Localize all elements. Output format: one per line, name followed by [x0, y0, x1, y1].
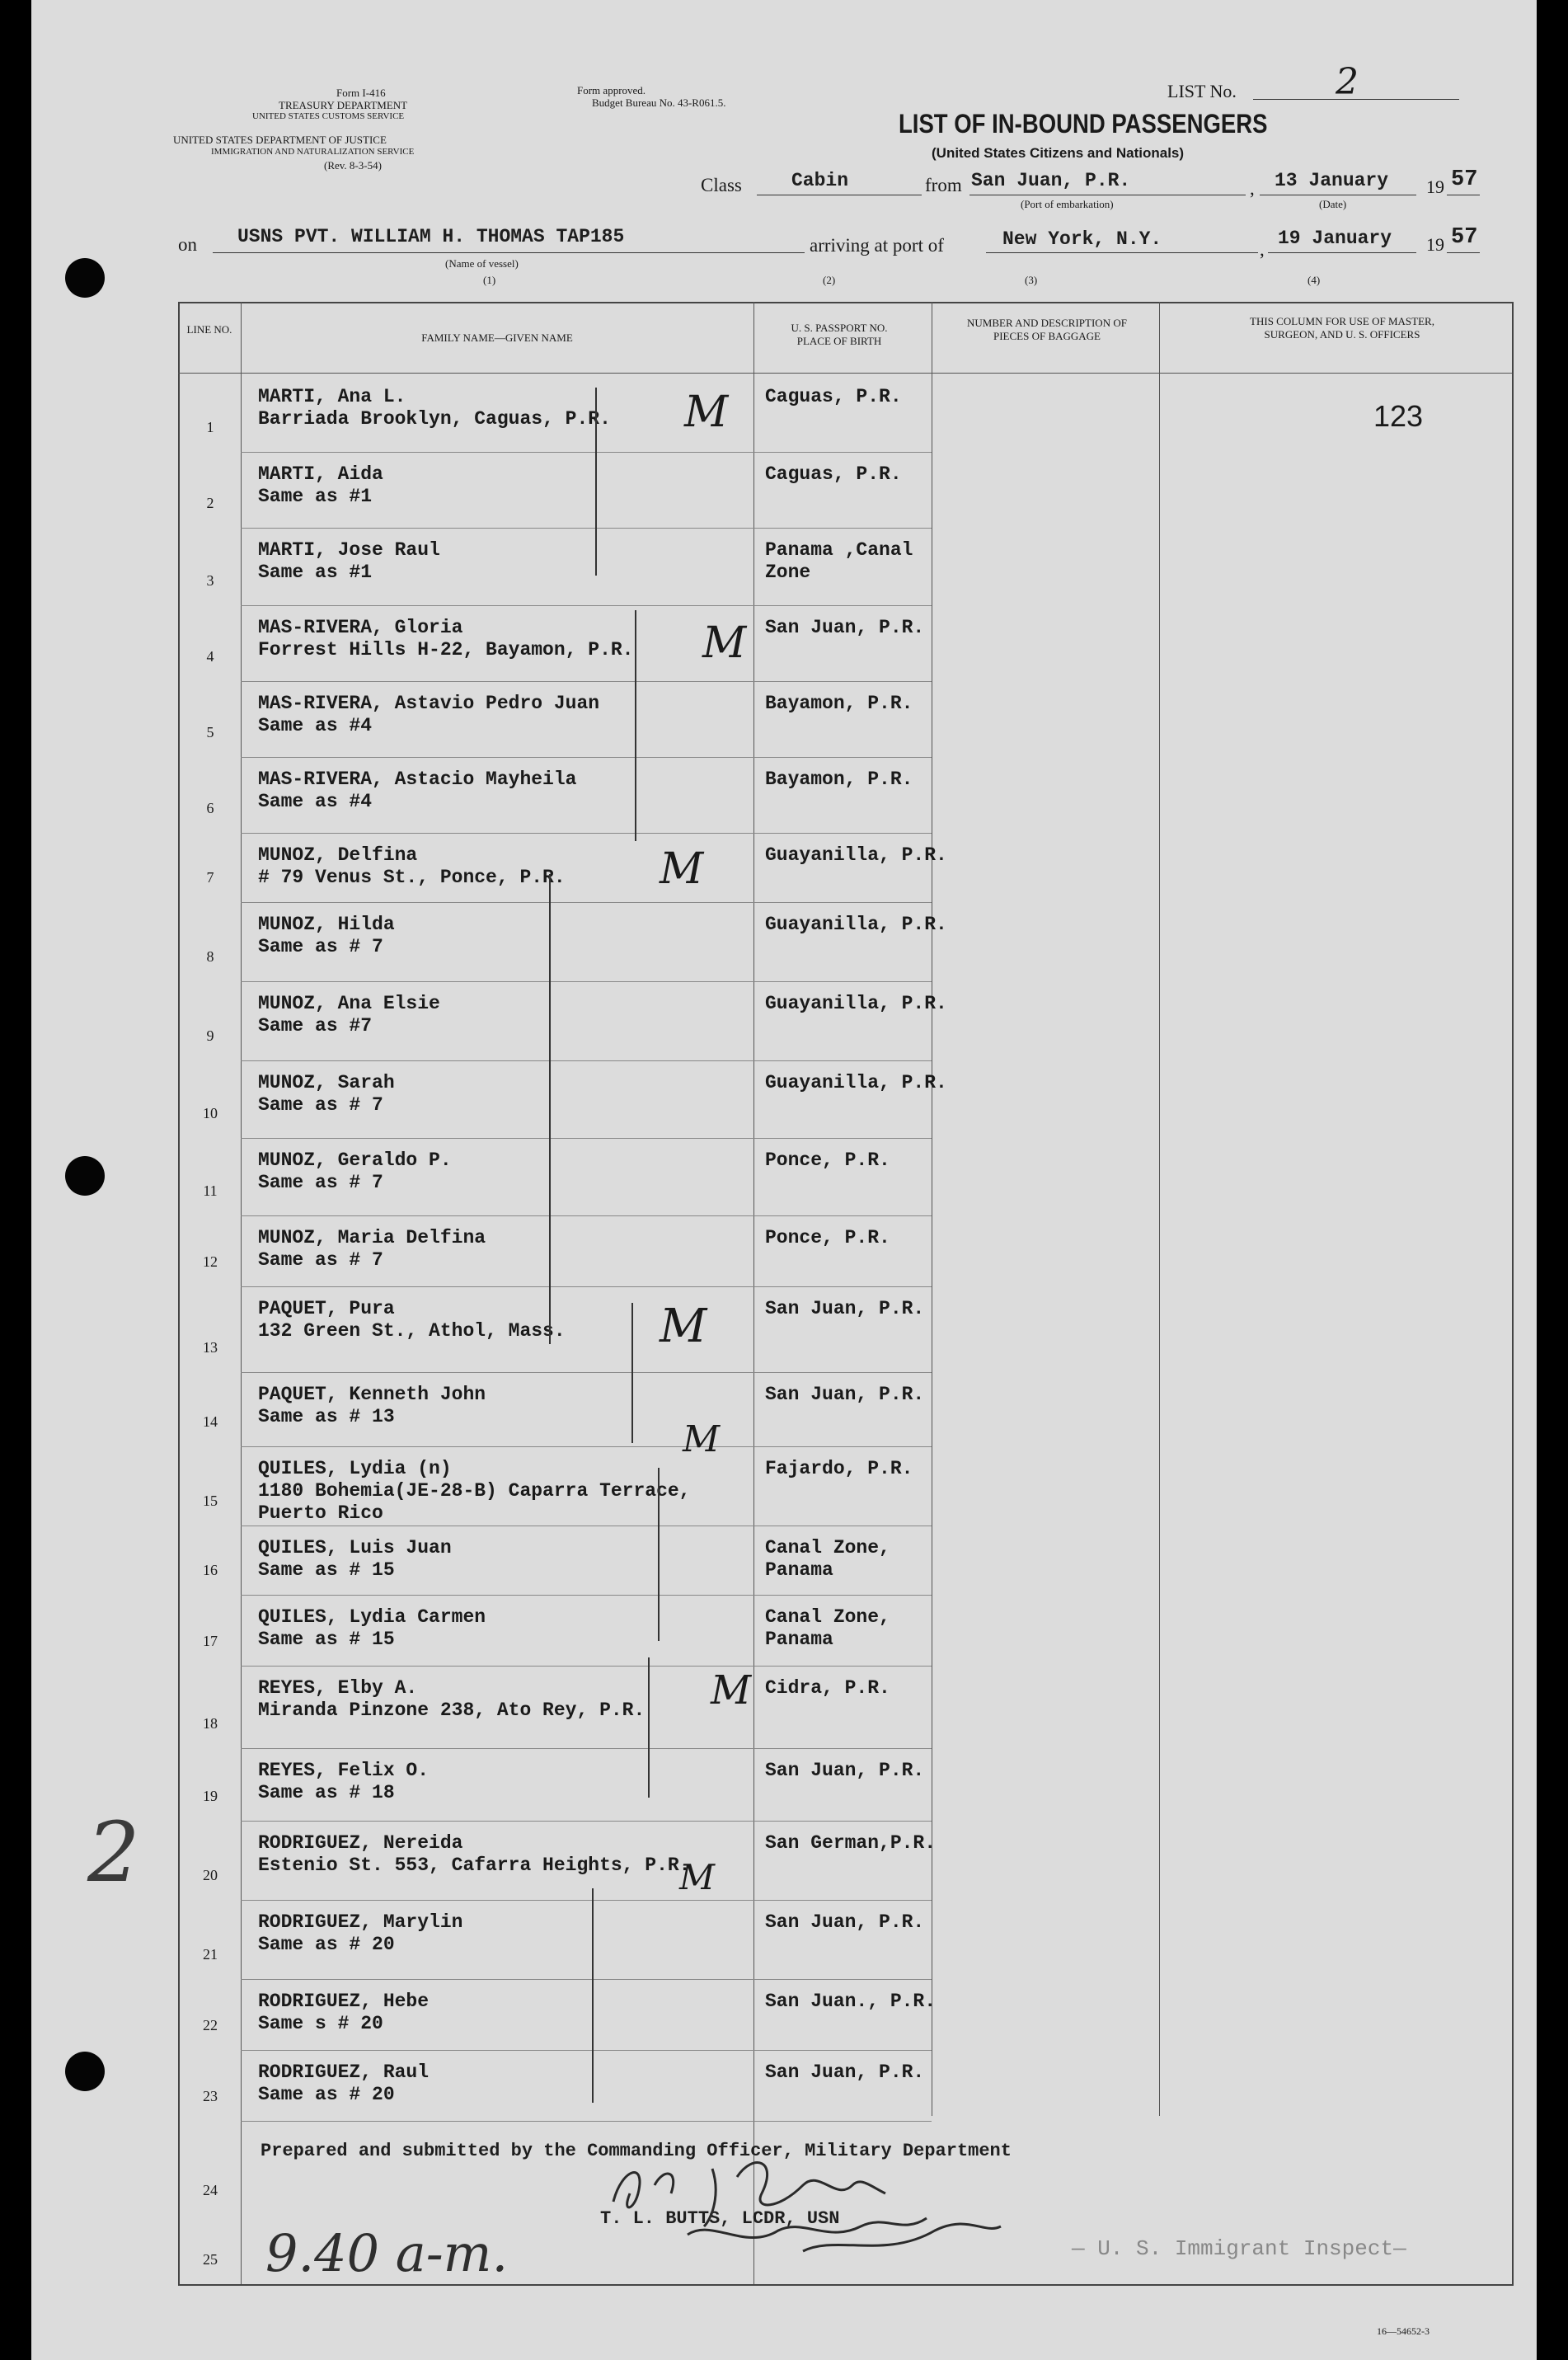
place-of-birth: Canal Zone, — [765, 1606, 890, 1628]
passenger-table — [178, 302, 1514, 2286]
arriving-label: arriving at port of — [810, 235, 944, 256]
passenger-name: MUNOZ, Maria Delfina — [258, 1227, 486, 1248]
arrival-date: 19 January — [1278, 228, 1392, 249]
line-number: 15 — [203, 1493, 218, 1509]
year-prefix: 19 — [1426, 234, 1444, 255]
embark-date: 13 January — [1275, 170, 1389, 191]
line-number: 10 — [203, 1105, 218, 1121]
passenger-address: 1180 Bohemia(JE-28-B) Caparra Terrace, — [258, 1480, 691, 1502]
passenger-name: PAQUET, Pura — [258, 1298, 395, 1319]
line-number: 5 — [206, 724, 214, 740]
header-line-no: LINE NO. — [186, 323, 232, 336]
from-label: from — [925, 175, 962, 195]
line-number: 16 — [203, 1562, 218, 1578]
passenger-name: MARTI, Aida — [258, 463, 383, 485]
line-number: 13 — [203, 1339, 218, 1356]
passenger-address: # 79 Venus St., Ponce, P.R. — [258, 867, 566, 888]
place-of-birth: Caguas, P.R. — [765, 463, 902, 485]
line-number: 21 — [203, 1946, 218, 1963]
line-number: 14 — [203, 1413, 218, 1430]
passenger-name: MUNOZ, Sarah — [258, 1072, 395, 1093]
place-of-birth: Canal Zone, — [765, 1537, 890, 1558]
embark-year: 57 — [1451, 167, 1478, 192]
passenger-name: MUNOZ, Ana Elsie — [258, 993, 440, 1014]
passenger-address: Estenio St. 553, Cafarra Heights, P.R. — [258, 1855, 691, 1876]
passenger-address: Same as # 18 — [258, 1782, 395, 1803]
passenger-name: RODRIGUEZ, Marylin — [258, 1911, 463, 1933]
line-number: 6 — [206, 800, 214, 816]
family-mark: M — [702, 618, 747, 668]
passenger-address: Same as #1 — [258, 486, 373, 507]
passenger-address: Same as # 20 — [258, 1934, 395, 1955]
passenger-address: Same as #1 — [258, 562, 373, 583]
header-officers: THIS COLUMN FOR USE OF MASTER, SURGEON, AND U. S. OFFICERS — [1250, 315, 1434, 341]
class-label: Class — [701, 175, 742, 195]
passenger-address: 132 Green St., Athol, Mass. — [258, 1320, 566, 1342]
passenger-name: MARTI, Ana L. — [258, 386, 406, 407]
punch-hole — [65, 1156, 105, 1196]
embark-port: San Juan, P.R. — [971, 170, 1131, 191]
family-mark: M — [711, 1667, 752, 1714]
passenger-name: QUILES, Lydia (n) — [258, 1458, 452, 1479]
passenger-name: REYES, Elby A. — [258, 1677, 418, 1699]
signature-image — [589, 2136, 1083, 2276]
passenger-name: MUNOZ, Delfina — [258, 844, 418, 866]
line-number: 2 — [206, 495, 214, 511]
line-number: 22 — [203, 2017, 218, 2033]
place-of-birth: Bayamon, P.R. — [765, 769, 913, 790]
place-of-birth: San Juan, P.R. — [765, 1911, 925, 1933]
on-label: on — [178, 234, 197, 255]
line-number: 8 — [206, 948, 214, 965]
place-of-birth: Caguas, P.R. — [765, 386, 902, 407]
place-of-birth: Ponce, P.R. — [765, 1227, 890, 1248]
margin-mark: 2 — [87, 1804, 140, 1901]
line-number: 19 — [203, 1788, 218, 1804]
line-number: 20 — [203, 1867, 218, 1883]
customs-service: UNITED STATES CUSTOMS SERVICE — [252, 111, 405, 121]
passenger-address: Same as # 15 — [258, 1559, 395, 1581]
line-number: 4 — [206, 648, 214, 665]
header-baggage: NUMBER AND DESCRIPTION OF PIECES OF BAGGAGE — [967, 317, 1127, 343]
place-of-birth: Bayamon, P.R. — [765, 693, 913, 714]
list-label: LIST No. — [1167, 81, 1237, 101]
place-of-birth-line2: Zone — [765, 562, 811, 583]
list-number: 2 — [1336, 61, 1359, 103]
officer-note: 123 — [1373, 399, 1424, 433]
passenger-address: Same s # 20 — [258, 2013, 383, 2034]
page-title: LIST OF IN-BOUND PASSENGERS — [899, 109, 1268, 139]
passenger-name: PAQUET, Kenneth John — [258, 1384, 486, 1405]
col-marker: (1) — [483, 274, 496, 286]
line-number: 3 — [206, 572, 214, 589]
signer-name: T. L. BUTTS, LCDR, USN — [600, 2208, 840, 2229]
place-of-birth: Panama ,Canal — [765, 539, 913, 561]
line-number: 12 — [203, 1253, 218, 1270]
passenger-name: MAS-RIVERA, Gloria — [258, 617, 463, 638]
place-of-birth: San German,P.R. — [765, 1832, 937, 1854]
passenger-address: Same as # 13 — [258, 1406, 395, 1427]
dept-justice: UNITED STATES DEPARTMENT OF JUSTICE — [173, 134, 387, 146]
passenger-name: MUNOZ, Hilda — [258, 914, 395, 935]
dept-treasury: TREASURY DEPARTMENT — [279, 99, 408, 111]
place-of-birth: San Juan., P.R. — [765, 1991, 937, 2012]
budget-bureau: Budget Bureau No. 43-R061.5. — [592, 96, 726, 109]
line-number: 7 — [206, 869, 214, 886]
passenger-address: Forrest Hills H-22, Bayamon, P.R. — [258, 639, 634, 661]
year-prefix: 19 — [1426, 176, 1444, 197]
passenger-name: MUNOZ, Geraldo P. — [258, 1149, 452, 1171]
family-mark: M — [660, 844, 704, 894]
vessel-name: USNS PVT. WILLIAM H. THOMAS TAP185 — [237, 226, 625, 247]
passenger-name: QUILES, Lydia Carmen — [258, 1606, 486, 1628]
passenger-address: Same as #4 — [258, 791, 373, 812]
place-of-birth: Guayanilla, P.R. — [765, 844, 947, 866]
passenger-address: Same as # 7 — [258, 936, 383, 957]
passenger-name: MARTI, Jose Raul — [258, 539, 440, 561]
line-number: 24 — [203, 2182, 218, 2198]
place-of-birth: San Juan, P.R. — [765, 1298, 925, 1319]
line-number: 25 — [203, 2251, 218, 2268]
place-of-birth: Guayanilla, P.R. — [765, 993, 947, 1014]
class-value: Cabin — [791, 170, 849, 191]
arrival-port: New York, N.Y. — [1002, 228, 1162, 250]
punch-hole — [65, 258, 105, 298]
line-number: 11 — [203, 1182, 218, 1199]
family-mark: M — [683, 1418, 721, 1460]
place-of-birth-line2: Panama — [765, 1559, 833, 1581]
col-marker: (2) — [823, 274, 836, 286]
handwritten-time: 9.40 a-m. — [265, 2223, 509, 2283]
place-of-birth: San Juan, P.R. — [765, 1760, 925, 1781]
inspector-stamp: — U. S. Immigrant Inspect— — [1072, 2236, 1406, 2261]
header-passport: U. S. PASSPORT NO. PLACE OF BIRTH — [791, 322, 888, 348]
col-marker: (4) — [1307, 274, 1321, 286]
passenger-address: Miranda Pinzone 238, Ato Rey, P.R. — [258, 1699, 646, 1721]
passenger-address-line2: Puerto Rico — [258, 1502, 383, 1524]
form-code: 16—54652-3 — [1377, 2325, 1430, 2337]
passenger-name: REYES, Felix O. — [258, 1760, 430, 1781]
place-of-birth: San Juan, P.R. — [765, 1384, 925, 1405]
line-number: 18 — [203, 1715, 218, 1732]
place-of-birth: Cidra, P.R. — [765, 1677, 890, 1699]
passenger-name: MAS-RIVERA, Astavio Pedro Juan — [258, 693, 600, 714]
passenger-name: MAS-RIVERA, Astacio Mayheila — [258, 769, 577, 790]
passenger-address: Same as # 15 — [258, 1629, 395, 1650]
place-of-birth: Fajardo, P.R. — [765, 1458, 913, 1479]
manifest-page: Form I-416 TREASURY DEPARTMENT UNITED STATES CUSTOMS SERVICE Form approved. Budget Bureau No. 43-R061.5. UNITED STATES DEPARTMENT OF JUSTICE IMMIGRATION AND NATURALIZATION SERVICE (Rev. 8-3-54) LIST No. 2 LIST OF IN-BOUND PASSENGERS (United States Citizens and Nationals) Class Cabin from San Juan, P.R. , 13 January 19 57 (Port of embarkation) (Date) on USNS PVT. WILLIAM H. THOMAS TAP185 arriving at port of New York, N.Y. , 19 January 19 57 (Name of vessel) (1) (2) (3) (4) LINE NO. FAMILY NAME—GIVEN NAME U. S. PASSPORT NO. PLACE OF BIRTH NUMBER AND DESCRIPTION OF PIECES OF BAGGAGE THIS COLUMN FOR USE OF MASTER, SURGEON, AND U. S. OFFICERS 123 1 MARTI, Ana L. Barriada Brooklyn, Caguas, P.R. Caguas, P.R. 2 MARTI, Aida Same as #1 Caguas, P.R. 3 MARTI, Jose Raul Same as #1 Panama ,Canal Zone 4 MAS-RIVERA, Gloria Forrest Hills H-22, Bayamon, P.R. San Juan, P.R. 5 MAS-RIVERA, Astavio Pedro Juan Same as #4 Bayamon, P.R. 6 MAS-RIVERA, Astacio Mayheila Same as #4 Bayamon, P.R. 7 MUNOZ, Delfina # 79 Venus St., Ponce, P.R. Guayanilla, P.R. 8 MUNOZ, Hilda Same as # 7 Guayanilla, P.R. 9 MUNOZ, Ana Elsie Same as #7 Guayanilla, P.R. 10 MUNOZ, Sarah Same as # 7 Guayanilla, P.R. 11 MUNOZ, Geraldo P. Same as # 7 Ponce, P.R. 12 MUNOZ, Maria Delfina Same as # 7 Ponce, P.R. 13 PAQUET, Pura 132 Green St., Athol, Mass. San Juan, P.R. 14 PAQUET, Kenneth John Same as # 13 San Juan, P.R. 15 QUILES, Lydia (n) 1180 Bohemia(JE-28-B) Caparra Terrace, Puerto Rico Fajardo, P.R. 16 QUILES, Luis Juan Same as # 15 Canal Zone, Panama 17 QUILES, Lydia Carmen Same as # 15 Canal Zone, Panama 18 REYES, Elby A. Miranda Pinzone 238, Ato Rey, P.R. Cidra, P.R. 19 REYES, Felix O. Same as # 18 San Juan, P.R. 20 RODRIGUEZ, Nereida Estenio St. 553, Cafarra Heights, P.R. San German,P.R. 21 RODRIGUEZ, Marylin Same as # 20 San Juan, P.R. 22 RODRIGUEZ, Hebe Same s # 20 San Juan., P.R. 23 RODRIGUEZ, Raul Same as # 20 San Juan, P.R. M M M M M M M 2 24 25 Prepared and submitted by the Commanding Officer, Military Department T. L. BUTTS, LCDR, USN 9.40 a-m. — U. S. Immigrant Inspect— 16—54652-3 — [31, 0, 1537, 2360]
form-approved: Form approved. — [577, 84, 646, 96]
line-number: 9 — [206, 1027, 214, 1044]
passenger-name: RODRIGUEZ, Raul — [258, 2061, 430, 2083]
passenger-address: Same as #7 — [258, 1015, 373, 1037]
arrival-year: 57 — [1451, 225, 1478, 250]
port-caption: (Port of embarkation) — [1021, 198, 1114, 210]
place-of-birth: San Juan, P.R. — [765, 2061, 925, 2083]
family-mark: M — [660, 1300, 707, 1353]
punch-hole — [65, 2052, 105, 2091]
ins-service: IMMIGRATION AND NATURALIZATION SERVICE — [211, 147, 415, 157]
passenger-address: Same as #4 — [258, 715, 373, 736]
passenger-name: QUILES, Luis Juan — [258, 1537, 452, 1558]
place-of-birth: Guayanilla, P.R. — [765, 914, 947, 935]
place-of-birth: Guayanilla, P.R. — [765, 1072, 947, 1093]
line-number: 1 — [206, 419, 214, 435]
passenger-name: RODRIGUEZ, Nereida — [258, 1832, 463, 1854]
form-id: Form I-416 — [336, 87, 386, 99]
place-of-birth: San Juan, P.R. — [765, 617, 925, 638]
prepared-statement: Prepared and submitted by the Commanding Officer, Military Department — [261, 2141, 1012, 2161]
date-caption: (Date) — [1319, 198, 1347, 210]
line-number: 23 — [203, 2088, 218, 2104]
family-mark: M — [679, 1857, 716, 1897]
line-number: 17 — [203, 1633, 218, 1649]
passenger-address: Same as # 7 — [258, 1249, 383, 1271]
place-of-birth: Ponce, P.R. — [765, 1149, 890, 1171]
place-of-birth-line2: Panama — [765, 1629, 833, 1650]
page-subtitle: (United States Citizens and Nationals) — [932, 145, 1185, 161]
passenger-address: Same as # 7 — [258, 1172, 383, 1193]
family-mark: M — [684, 388, 729, 437]
header-name: FAMILY NAME—GIVEN NAME — [421, 331, 573, 344]
vessel-caption: (Name of vessel) — [445, 257, 519, 270]
revision: (Rev. 8-3-54) — [324, 159, 382, 172]
col-marker: (3) — [1025, 274, 1038, 286]
passenger-address: Same as # 20 — [258, 2084, 395, 2105]
passenger-name: RODRIGUEZ, Hebe — [258, 1991, 430, 2012]
passenger-address: Barriada Brooklyn, Caguas, P.R. — [258, 408, 611, 430]
passenger-address: Same as # 7 — [258, 1094, 383, 1116]
